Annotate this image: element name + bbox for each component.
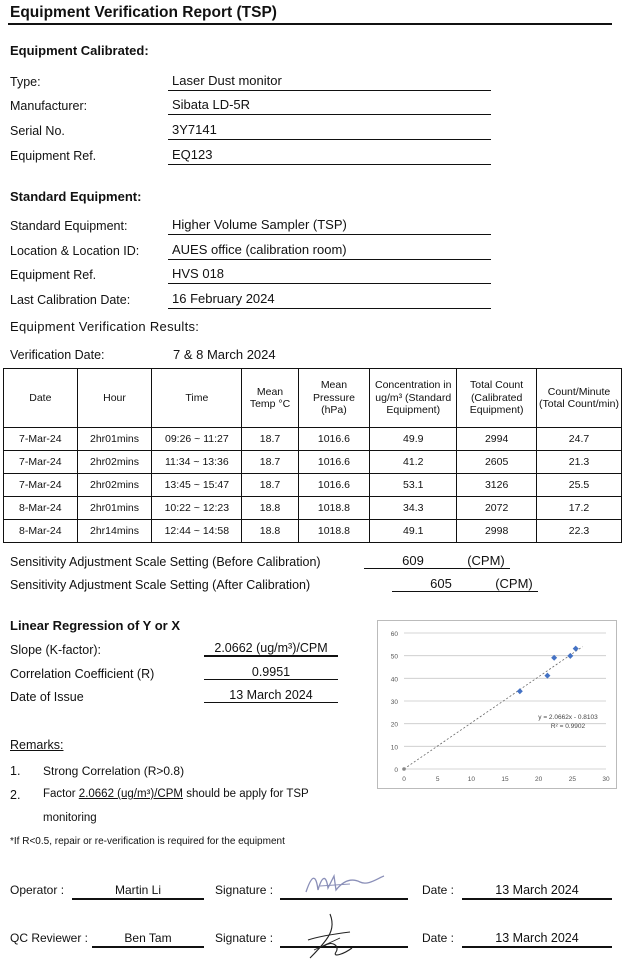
- table-header-row: [4, 369, 622, 428]
- sensitivity-before-value: 609: [364, 553, 462, 569]
- correlation-value: 0.9951: [204, 665, 338, 680]
- operator-signature-line: [280, 898, 408, 900]
- serial-label: Serial No.: [10, 124, 65, 138]
- cell: 49.1: [370, 520, 457, 543]
- cell: 18.7: [242, 428, 298, 451]
- cell: 2994: [457, 428, 537, 451]
- chart-r-squared: R² = 0.9902: [550, 723, 586, 730]
- equipment-ref-label: Equipment Ref.: [10, 149, 97, 163]
- cell: 24.7: [537, 428, 622, 451]
- remarks-heading: Remarks:: [10, 738, 64, 752]
- standard-ref-label: Equipment Ref.: [10, 268, 97, 282]
- sensitivity-before-unit: (CPM): [462, 553, 510, 569]
- remark-2-prefix: Factor: [43, 788, 76, 800]
- cell: 11:34 ~ 13:36: [152, 451, 242, 474]
- operator-date-line: [462, 898, 612, 900]
- header-total-count: Total Count (Calibrated Equipment): [457, 369, 537, 428]
- cell: 17.2: [537, 497, 622, 520]
- footnote: *If R<0.5, repair or re-verification is required for the equipment: [10, 836, 285, 847]
- sensitivity-after-unit: (CPM): [490, 576, 538, 592]
- sensitivity-before-label: Sensitivity Adjustment Scale Setting (Before Calibration): [10, 555, 321, 569]
- cell: 1016.6: [298, 451, 370, 474]
- cell: 18.8: [242, 497, 298, 520]
- header-mean-pressure: Mean Pressure (hPa): [298, 369, 370, 428]
- type-label: Type:: [10, 75, 41, 89]
- cell: 2hr01mins: [77, 497, 152, 520]
- verification-date-value: 7 & 8 March 2024: [173, 347, 276, 362]
- operator-date: 13 March 2024: [495, 883, 579, 897]
- title-underline: [8, 23, 612, 25]
- remark-1-text: Strong Correlation (R>0.8): [43, 764, 185, 778]
- cell: 2998: [457, 520, 537, 543]
- cell: 8-Mar-24: [4, 497, 78, 520]
- cell: 25.5: [537, 474, 622, 497]
- reviewer-label: QC Reviewer :: [10, 931, 89, 945]
- header-time: Time: [152, 369, 242, 428]
- type-value: Laser Dust monitor: [168, 71, 491, 91]
- remark-1-number: 1.: [10, 764, 21, 778]
- cell: 18.8: [242, 520, 298, 543]
- cell: 2605: [457, 451, 537, 474]
- chart-y-tick-label: 60: [390, 631, 398, 638]
- cell: 49.9: [370, 428, 457, 451]
- standard-equipment-label: Standard Equipment:: [10, 219, 128, 233]
- last-calibration-label: Last Calibration Date:: [10, 293, 131, 307]
- cell: 13:45 ~ 15:47: [152, 474, 242, 497]
- remark-2-text: [43, 788, 309, 800]
- chart-x-tick-label: 10: [467, 776, 475, 783]
- manufacturer-label: Manufacturer:: [10, 99, 88, 113]
- chart-y-tick-label: 40: [390, 676, 398, 684]
- issue-date-value: 13 March 2024: [204, 688, 338, 703]
- table-row: [4, 520, 622, 543]
- cell: 8-Mar-24: [4, 520, 78, 543]
- standard-heading: Standard Equipment:: [10, 189, 142, 204]
- cell: 18.7: [242, 474, 298, 497]
- chart-y-tick-label: 10: [390, 744, 398, 752]
- table-row: [4, 474, 622, 497]
- chart-data-point: [517, 688, 523, 694]
- header-date: Date: [4, 369, 78, 428]
- header-count-minute: Count/Minute (Total Count/min): [537, 369, 622, 428]
- table-row: [4, 428, 622, 451]
- reviewer-signature-icon: [300, 910, 370, 962]
- operator-signature-label: Signature :: [215, 883, 274, 897]
- verification-date-label: Verification Date:: [10, 348, 105, 362]
- reviewer-date-line: [462, 946, 612, 948]
- chart-equation: y = 2.0662x - 0.8103: [538, 714, 598, 721]
- chart-x-tick-label: 20: [535, 776, 543, 783]
- header-concentration: Concentration in ug/m³ (Standard Equipment): [370, 369, 457, 428]
- remark-2-factor: 2.0662 (ug/m³)/CPM: [78, 788, 183, 800]
- chart-x-tick-label: 5: [435, 776, 440, 783]
- chart-x-tick-label: 25: [568, 776, 576, 783]
- cell: 2072: [457, 497, 537, 520]
- cell: 2hr01mins: [77, 428, 152, 451]
- equipment-ref-value: EQ123: [168, 145, 491, 165]
- serial-value: 3Y7141: [168, 120, 491, 140]
- cell: 7-Mar-24: [4, 474, 78, 497]
- operator-name: Martin Li: [114, 883, 161, 897]
- cell: 2hr02mins: [77, 474, 152, 497]
- cell: 12:44 ~ 14:58: [152, 520, 242, 543]
- cell: 7-Mar-24: [4, 451, 78, 474]
- manufacturer-value: Sibata LD-5R: [168, 95, 491, 115]
- cell: 1016.6: [298, 474, 370, 497]
- sensitivity-after-label: Sensitivity Adjustment Scale Setting (After Calibration): [10, 578, 311, 592]
- header-hour: Hour: [77, 369, 152, 428]
- results-heading: Equipment Verification Results:: [10, 319, 200, 334]
- chart-trendline: [404, 647, 582, 769]
- operator-label: Operator :: [10, 883, 65, 897]
- remark-2-line2: monitoring: [43, 812, 97, 824]
- table-row: [4, 451, 622, 474]
- cell: 1016.6: [298, 428, 370, 451]
- cell: 18.7: [242, 451, 298, 474]
- remark-2-number: 2.: [10, 788, 21, 802]
- cell: 10:22 ~ 12:23: [152, 497, 242, 520]
- cell: 21.3: [537, 451, 622, 474]
- report-title: Equipment Verification Report (TSP): [10, 4, 277, 21]
- chart-y-tick-label: 20: [390, 721, 398, 729]
- chart-x-tick-label: 30: [602, 776, 610, 783]
- operator-date-label: Date :: [422, 883, 455, 897]
- reviewer-name: Ben Tam: [124, 931, 172, 945]
- cell: 41.2: [370, 451, 457, 474]
- table-row: [4, 497, 622, 520]
- last-calibration-value: 16 February 2024: [168, 289, 491, 309]
- cell: 09:26 ~ 11:27: [152, 428, 242, 451]
- regression-heading: Linear Regression of Y or X: [10, 618, 181, 633]
- cell: 1018.8: [298, 520, 370, 543]
- slope-label: Slope (K-factor):: [10, 643, 102, 657]
- cell: 1018.8: [298, 497, 370, 520]
- operator-signature-icon: [300, 868, 390, 898]
- cell: 22.3: [537, 520, 622, 543]
- cell: 2hr14mins: [77, 520, 152, 543]
- verification-table: [3, 368, 622, 543]
- standard-ref-value: HVS 018: [168, 264, 491, 284]
- chart-x-tick-label: 15: [501, 776, 509, 783]
- reviewer-name-line: [92, 946, 204, 948]
- operator-name-line: [72, 898, 204, 900]
- cell: 7-Mar-24: [4, 428, 78, 451]
- chart-data-point: [544, 673, 550, 679]
- cell: 3126: [457, 474, 537, 497]
- chart-origin-point: [402, 767, 406, 771]
- chart-data-point: [573, 646, 579, 652]
- reviewer-date: 13 March 2024: [495, 931, 579, 945]
- chart-x-tick-label: 0: [402, 776, 406, 783]
- cell: 2hr02mins: [77, 451, 152, 474]
- header-mean-temp: Mean Temp °C: [242, 369, 298, 428]
- chart-y-tick-label: 0: [394, 767, 398, 774]
- calibrated-heading: Equipment Calibrated:: [10, 43, 149, 58]
- reviewer-date-label: Date :: [422, 931, 455, 945]
- location-value: AUES office (calibration room): [168, 240, 491, 260]
- regression-chart-svg: [378, 621, 616, 788]
- correlation-label: Correlation Coefficient (R): [10, 667, 155, 681]
- regression-chart: [377, 620, 617, 789]
- chart-y-tick-label: 30: [390, 699, 398, 706]
- remark-2-suffix: should be apply for TSP: [186, 788, 309, 800]
- cell: 53.1: [370, 474, 457, 497]
- cell: 34.3: [370, 497, 457, 520]
- sensitivity-after-value: 605: [392, 576, 490, 592]
- chart-y-tick-label: 50: [390, 653, 398, 661]
- reviewer-signature-label: Signature :: [215, 931, 274, 945]
- location-label: Location & Location ID:: [10, 244, 140, 258]
- slope-value: 2.0662 (ug/m³)/CPM: [204, 641, 338, 657]
- standard-equipment-value: Higher Volume Sampler (TSP): [168, 215, 491, 235]
- issue-date-label: Date of Issue: [10, 690, 84, 704]
